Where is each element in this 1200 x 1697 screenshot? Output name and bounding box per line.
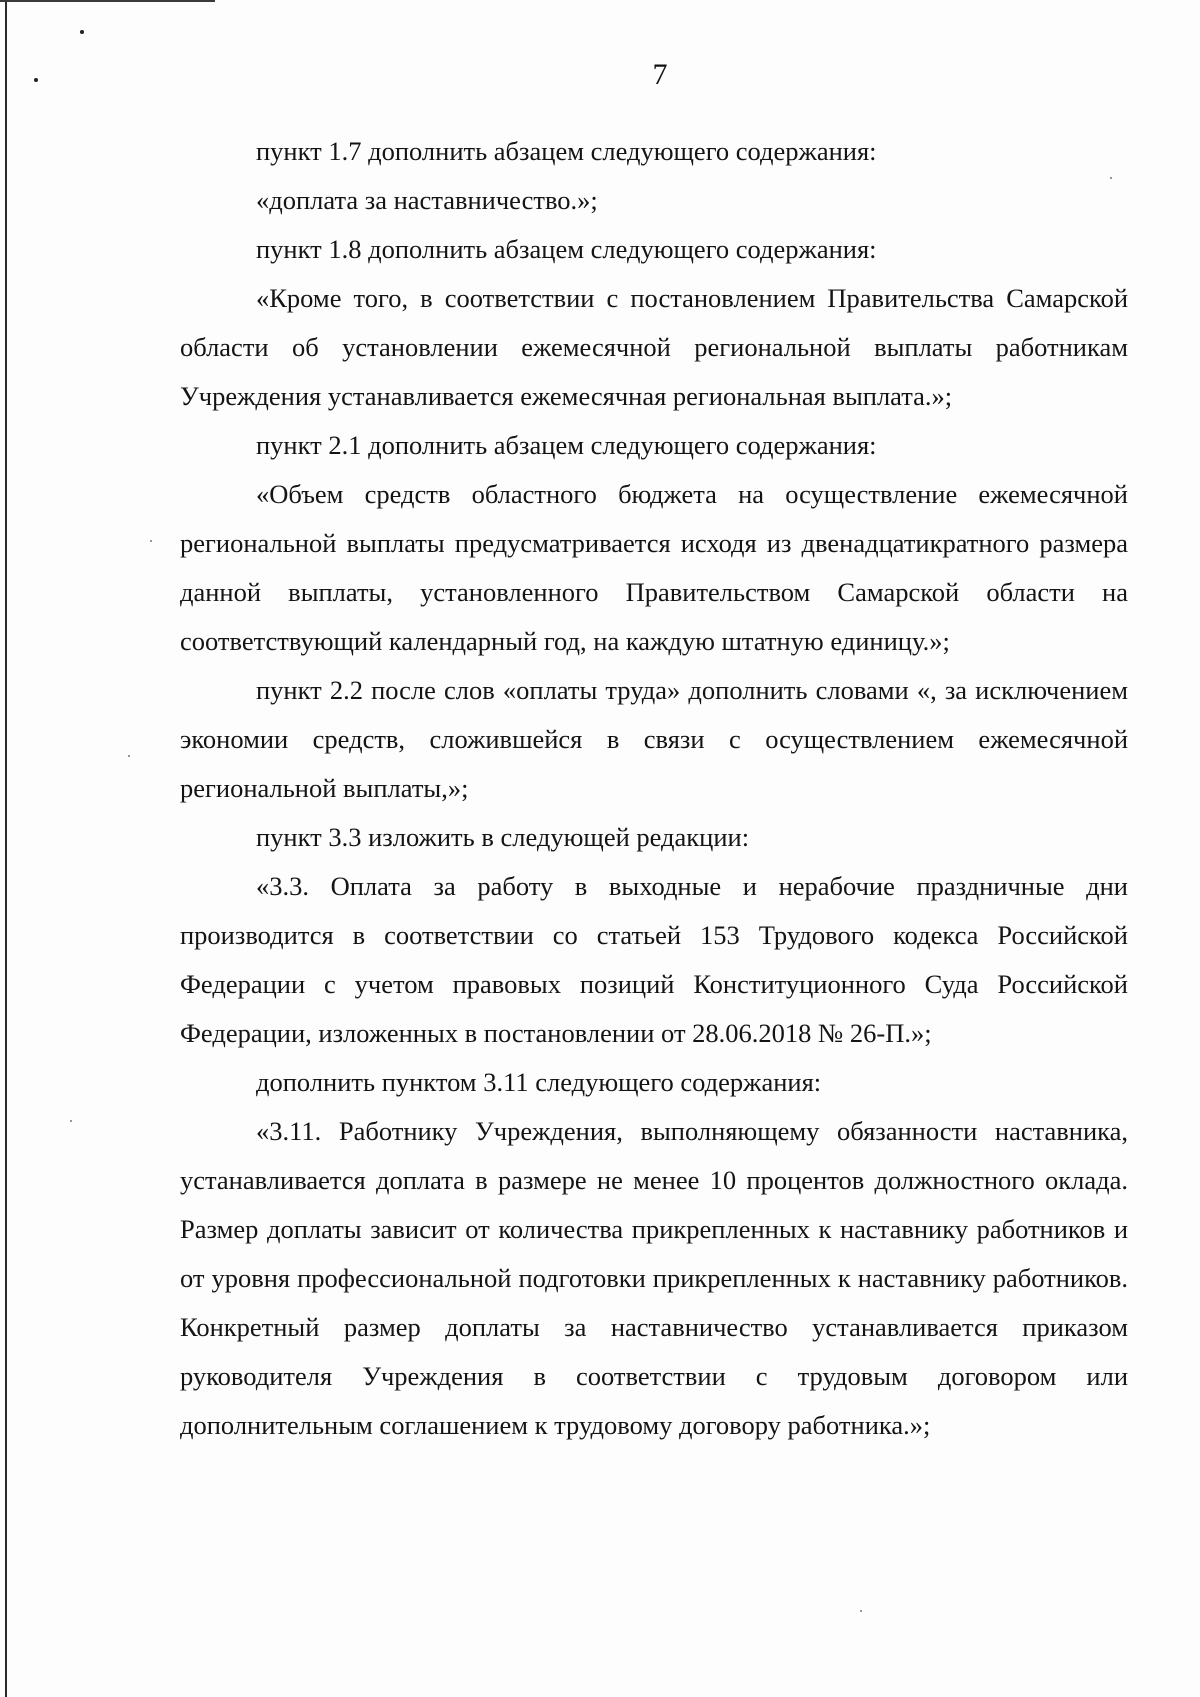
paragraph: пункт 1.7 дополнить абзацем следующего содержания: [256,136,877,166]
scan-edge-top [0,0,215,2]
scan-speck [70,1120,72,1122]
paragraph: дополнить пунктом 3.11 следующего содержания: [256,1067,822,1097]
paragraph: «3.11. Работнику Учреждения, выполняющему обязанности наставника, устанавливается доплата в размере не менее 10 процентов должностного оклада. Размер доплаты зависит от количества прикрепленных к наставнику работников и от уровня профессиональной подготовки прикрепленных к наставнику работников. Конкретный размер доплаты за наставничество устанавливается приказом руководителя Учреждения в соответствии с трудовым договором или дополнительным соглашением к трудовому договору работника.»; [180,1116,1128,1440]
scan-speck [860,1610,862,1612]
document-body [180,127,1128,1450]
paragraph: «доплата за наставничество.»; [256,185,598,215]
scan-speck [150,540,152,542]
paragraph: пункт 2.2 после слов «оплаты труда» дополнить словами «, за исключением экономии средств, сложившейся в связи с осуществлением ежемесячной региональной выплаты,»; [180,675,1128,803]
paragraph: пункт 1.8 дополнить абзацем следующего содержания: [256,234,877,264]
scan-edge-left [5,0,7,1697]
paragraph: «Кроме того, в соответствии с постановлением Правительства Самарской области об установлении ежемесячной региональной выплаты работникам Учреждения устанавливается ежемесячная региональная выплата.»; [180,283,1128,411]
paragraph: пункт 3.3 изложить в следующей редакции: [256,822,750,852]
scan-speck [80,30,84,34]
paragraph: «3.3. Оплата за работу в выходные и нерабочие праздничные дни производится в соответствии со статьей 153 Трудового кодекса Российской Федерации с учетом правовых позиций Конституционного Суда Российской Федерации, изложенных в постановлении от 28.06.2018 № 26-П.»; [180,871,1128,1048]
paragraph: пункт 2.1 дополнить абзацем следующего содержания: [256,430,877,460]
paragraph: «Объем средств областного бюджета на осуществление ежемесячной региональной выплаты предусматривается исходя из двенадцатикратного размера данной выплаты, установленного Правительством Самарской области на соответствующий календарный год, на каждую штатную единицу.»; [180,479,1128,656]
page-number: 7 [652,58,668,91]
scan-speck [128,755,130,757]
